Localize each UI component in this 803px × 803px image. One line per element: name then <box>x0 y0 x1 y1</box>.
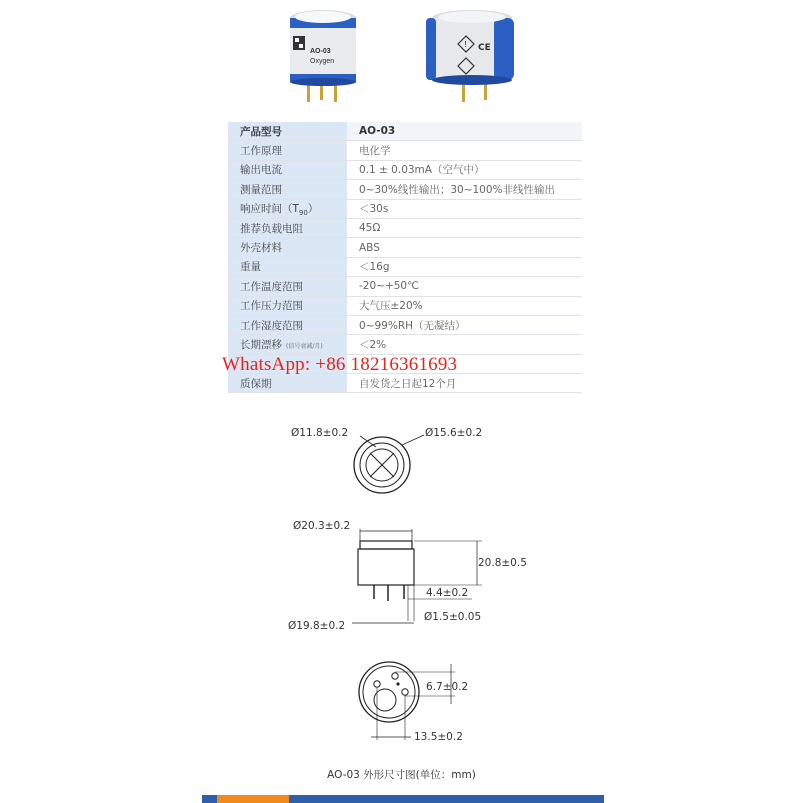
table-row <box>228 160 582 179</box>
svg-text:CE: CE <box>478 43 491 53</box>
dim-side-bottom-width: Ø19.8±0.2 <box>288 620 346 632</box>
table-row <box>228 315 582 334</box>
spec-key: 工作原理 <box>228 141 347 160</box>
spec-value: 0~30%线性输出；30~100%非线性输出 <box>347 180 582 199</box>
spec-value: ＜30s <box>347 199 582 218</box>
sensor-model-label: AO-03 <box>310 48 331 55</box>
spec-key: 工作温度范围 <box>228 277 347 296</box>
footer-bar-segment <box>202 795 217 803</box>
spec-key-text: 响应时间（T <box>240 202 299 215</box>
spec-key <box>228 335 347 354</box>
footer-color-bar <box>202 795 604 803</box>
spec-key: 推荐负载电阻 <box>228 218 347 237</box>
spec-value: 自发货之日起12个月 <box>347 374 582 393</box>
spec-table <box>228 122 582 393</box>
spec-value: 0.1 ± 0.03mA（空气中） <box>347 160 582 179</box>
spec-key: 工作压力范围 <box>228 296 347 315</box>
spec-key <box>228 199 347 218</box>
table-row <box>228 335 582 354</box>
table-row <box>228 180 582 199</box>
dim-bottom-pin-span: 13.5±0.2 <box>414 731 463 743</box>
spec-key: 质保期 <box>228 374 347 393</box>
table-row <box>228 141 582 160</box>
drawing-caption: AO-03 外形尺寸图(单位：mm) <box>327 769 476 781</box>
dim-top-outer: Ø15.6±0.2 <box>425 427 483 439</box>
spec-key: 重量 <box>228 257 347 276</box>
table-row <box>228 238 582 257</box>
spec-value: AO-03 <box>347 122 582 141</box>
spec-value: ABS <box>347 238 582 257</box>
dim-pin-diameter: Ø1.5±0.05 <box>424 611 482 623</box>
table-row <box>228 122 582 141</box>
spec-value: -20~+50℃ <box>347 277 582 296</box>
whatsapp-watermark: WhatsApp: +86 18216361693 <box>222 354 458 375</box>
spec-value: ＜16g <box>347 257 582 276</box>
spec-key-tail: ） <box>307 202 319 215</box>
table-row <box>228 296 582 315</box>
spec-value: 大气压±20% <box>347 296 582 315</box>
spec-value: 电化学 <box>347 141 582 160</box>
spec-value: 45Ω <box>347 218 582 237</box>
dim-pin-length: 4.4±0.2 <box>426 587 469 599</box>
spec-key: 工作湿度范围 <box>228 315 347 334</box>
table-row <box>228 257 582 276</box>
sensor-photo-front <box>287 6 359 104</box>
spec-key: 产品型号 <box>228 122 347 141</box>
svg-text:!: ! <box>464 40 468 49</box>
spec-key: 输出电流 <box>228 160 347 179</box>
dim-bottom-pin-gap: 6.7±0.2 <box>426 681 469 693</box>
table-row <box>228 199 582 218</box>
spec-key: 测量范围 <box>228 180 347 199</box>
table-row <box>228 374 582 393</box>
sensor-gas-label: Oxygen <box>310 58 335 65</box>
table-row <box>228 277 582 296</box>
dim-side-height: 20.8±0.5 <box>478 557 527 569</box>
dim-top-inner: Ø11.8±0.2 <box>291 427 349 439</box>
footer-bar-segment <box>289 795 604 803</box>
spec-key-sub: 90 <box>298 208 308 217</box>
dim-side-top-width: Ø20.3±0.2 <box>293 520 351 532</box>
sensor-photo-back <box>424 6 520 104</box>
spec-key: 外壳材料 <box>228 238 347 257</box>
spec-key-text: 长期漂移 <box>240 338 282 351</box>
spec-value: ＜2% <box>347 335 582 354</box>
spec-key-note: (信号衰减/月) <box>286 342 323 350</box>
footer-bar-segment <box>217 795 289 803</box>
table-row <box>228 218 582 237</box>
spec-value: 0~99%RH（无凝结） <box>347 315 582 334</box>
